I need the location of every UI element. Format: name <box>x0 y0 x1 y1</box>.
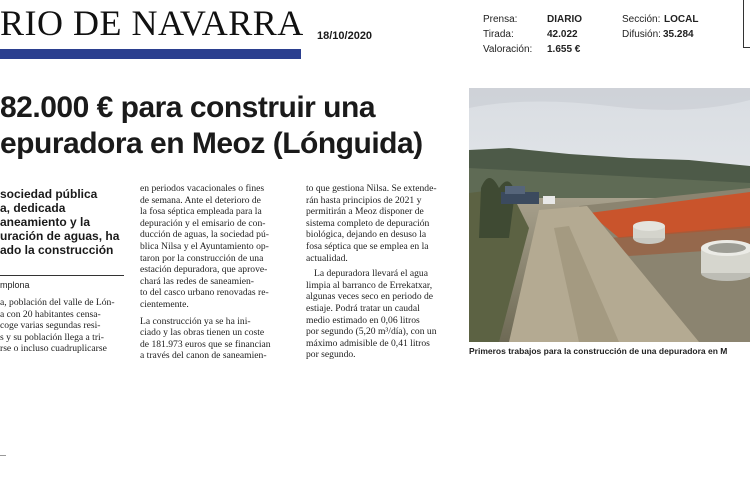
article-headline <box>0 90 462 162</box>
tirada-label: Tirada: <box>483 29 514 40</box>
article-photo <box>469 88 750 342</box>
body-line: biológica, dejando en desuso la <box>306 229 427 241</box>
body-column-1 <box>0 297 124 355</box>
difusion-value: 35.284 <box>663 29 694 40</box>
article-byline: mplona <box>0 280 30 290</box>
body-line: por segundo. <box>306 349 356 361</box>
body-line: de 181.973 euros que se financian <box>140 338 271 350</box>
body-line: algunas veces seco en periodo de <box>306 291 434 303</box>
headline-line-2: epuradora en Meoz (Lónguida) <box>0 127 423 160</box>
body-line: máximo admisible de 0,41 litros <box>306 337 430 349</box>
photo-caption: Primeros trabajos para la construcción de una depuradora en M <box>469 346 728 356</box>
body-line: taron por la construcción de una <box>140 252 264 264</box>
margin-mark <box>0 455 6 456</box>
valoracion-value: 1.655 € <box>547 44 581 55</box>
body-line: de semana. Ante el deterioro de <box>140 194 261 206</box>
tirada-value: 42.022 <box>547 29 578 40</box>
deck-divider <box>0 275 124 276</box>
body-column-2 <box>140 183 300 362</box>
body-line: a, población del valle de Lón- <box>0 297 115 308</box>
body-line: en periodos vacacionales o fines <box>140 183 265 194</box>
clipping-frame-corner <box>743 0 750 48</box>
body-column-3 <box>306 183 454 361</box>
body-line: to que gestiona Nilsa. Se extende- <box>306 183 437 194</box>
difusion-label: Difusión: <box>622 29 661 40</box>
deck-line: ado la construcción <box>0 243 114 257</box>
body-line: rse o incluso cuadruplicarse <box>0 343 107 355</box>
deck-line: sociedad pública <box>0 187 98 201</box>
body-line: limpia al barranco de Errekatxar, <box>306 279 433 291</box>
body-line: La depuradora llevará el agua <box>314 268 428 280</box>
body-line: medio estimado en 0,06 litros <box>306 314 420 326</box>
body-line: estación depuradora, que aprove- <box>140 264 268 276</box>
body-line: fosa séptica que se emplea en la <box>306 240 429 252</box>
body-line: ciado y las obras tienen un coste <box>140 327 265 339</box>
newspaper-masthead: RIO DE NAVARRA <box>0 3 304 43</box>
deck-line: uración de aguas, ha <box>0 229 120 243</box>
body-line: permitirán a Meoz disponer de <box>306 206 424 218</box>
valoracion-label: Valoración: <box>483 44 533 55</box>
headline-line-1: 82.000 € para construir una <box>0 91 376 124</box>
body-line: rán hasta principios de 2021 y <box>306 194 422 206</box>
body-line: a través del canon de saneamien- <box>140 350 267 362</box>
body-line: blica Nilsa y el Ayuntamiento op- <box>140 240 269 252</box>
body-line: to del casco urbano renovadas re- <box>140 287 269 299</box>
prensa-label: Prensa: <box>483 14 518 25</box>
body-line: sistema completo de depuración <box>306 217 430 229</box>
body-line: coge varias segundas resi- <box>0 320 101 332</box>
body-line: la fosa séptica empleada para la <box>140 206 262 218</box>
article-deck <box>0 187 124 257</box>
prensa-value: DIARIO <box>547 14 582 25</box>
body-line: depuración y el emisario de con- <box>140 217 266 229</box>
deck-line: aneamiento y la <box>0 215 91 229</box>
body-line: estiaje. Podrá tratar un caudal <box>306 302 420 314</box>
body-line: La construcción ya se ha ini- <box>140 315 251 327</box>
body-line: a con 20 habitantes censa- <box>0 308 101 320</box>
body-line: chará las redes de saneamien- <box>140 275 254 287</box>
publication-date: 18/10/2020 <box>317 30 373 42</box>
body-line: s y su población llega a tri- <box>0 331 104 343</box>
body-line: cientemente. <box>140 298 189 310</box>
body-line: por segundo (5,20 m³/día), con un <box>306 326 437 338</box>
seccion-value: LOCAL <box>664 14 699 25</box>
body-line: ducción de aguas, la sociedad pú- <box>140 229 269 241</box>
seccion-label: Sección: <box>622 14 661 25</box>
body-line: actualidad. <box>306 252 348 264</box>
masthead-bar <box>0 49 301 59</box>
construction-site-illustration <box>469 88 750 342</box>
deck-line: a, dedicada <box>0 201 66 215</box>
